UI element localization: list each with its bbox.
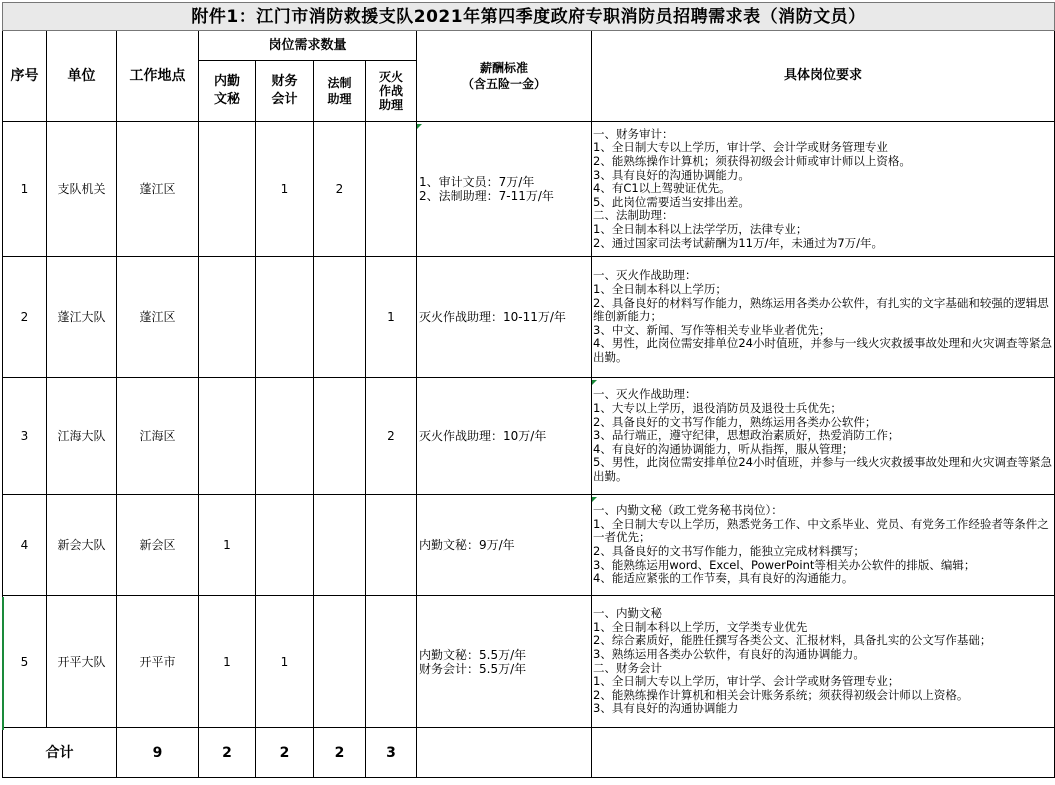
requirement-line: 5、男性，此岗位需安排单位24小时值班，并参与一线火灾救援事故处理和火灾调查等紧急出勤。	[593, 455, 1052, 483]
cell-seq[interactable]: 4	[3, 495, 47, 596]
cell-pos3[interactable]	[314, 596, 366, 728]
requirement-line: 一、内勤文秘（政工党务秘书岗位）：	[593, 503, 783, 518]
requirement-line: 4、有良好的沟通协调能力，听从指挥，服从管理；	[593, 441, 854, 456]
requirement-line: 3、具有良好的沟通协调能力	[593, 701, 739, 716]
cell-unit[interactable]: 蓬江大队	[47, 257, 117, 378]
cell-pos4[interactable]	[366, 122, 417, 257]
table-title[interactable]: 附件1：江门市消防救援支队2021年第四季度政府专职消防员招聘需求表（消防文员）	[3, 3, 1055, 31]
requirement-line: 2、能熟练操作计算机；须获得初级会计师或审计师以上资格。	[593, 154, 911, 169]
cell-pos2[interactable]	[256, 378, 314, 495]
comment-marker-icon	[417, 124, 422, 129]
cell-salary[interactable]	[417, 495, 592, 596]
cell-unit[interactable]: 开平大队	[47, 596, 117, 728]
header-pos1[interactable]: 内勤文秘	[199, 61, 256, 122]
cell-location[interactable]: 蓬江区	[117, 257, 199, 378]
requirement-line: 1、全日制本科以上法学学历，法律专业；	[593, 221, 808, 236]
requirement-line: 一、灭火作战助理：	[593, 268, 697, 283]
total-pos3[interactable]: 2	[314, 728, 366, 778]
cell-seq[interactable]: 1	[3, 122, 47, 257]
cell-location[interactable]: 蓬江区	[117, 122, 199, 257]
header-pos2[interactable]: 财务会计	[256, 61, 314, 122]
header-demand-group[interactable]: 岗位需求数量	[199, 31, 417, 61]
cell-pos1[interactable]	[199, 257, 256, 378]
requirement-line: 3、熟练运用各类办公软件，有良好的沟通协调能力。	[593, 646, 865, 661]
comment-marker-icon	[592, 380, 597, 385]
header-pos4[interactable]: 灭火作战助理	[366, 61, 417, 122]
cell-location[interactable]: 新会区	[117, 495, 199, 596]
cell-requirements[interactable]	[592, 378, 1055, 495]
header-pos3[interactable]: 法制助理	[314, 61, 366, 122]
table-row	[3, 257, 1055, 378]
requirement-line: 4、男性，此岗位需安排单位24小时值班，并参与一线火灾救援事故处理和火灾调查等紧急出勤。	[593, 336, 1052, 364]
requirement-line: 3、能熟练运用word、Excel、PowerPoint等相关办公软件的排版、编辑；	[593, 557, 976, 572]
total-salary-empty[interactable]	[417, 728, 592, 778]
recruitment-table	[2, 2, 1055, 778]
salary-line: 财务会计：5.5万/年	[419, 661, 527, 676]
header-unit[interactable]: 单位	[47, 31, 117, 122]
requirement-line: 1、全日制大专以上学历，审计学、会计学或财务管理专业；	[593, 674, 900, 689]
cell-pos2[interactable]: 1	[256, 596, 314, 728]
salary-line: 灭火作战助理：10-11万/年	[419, 310, 566, 324]
header-location[interactable]: 工作地点	[117, 31, 199, 122]
requirement-line: 1、大专以上学历，退役消防员及退役士兵优先；	[593, 401, 842, 416]
requirement-line: 3、具有良好的沟通协调能力。	[593, 167, 750, 182]
cell-seq[interactable]: 2	[3, 257, 47, 378]
cell-pos1[interactable]	[199, 378, 256, 495]
cell-pos3[interactable]	[314, 378, 366, 495]
cell-pos2[interactable]	[256, 257, 314, 378]
table-row	[3, 378, 1055, 495]
total-pos1[interactable]: 2	[199, 728, 256, 778]
cell-location[interactable]: 江海区	[117, 378, 199, 495]
cell-pos1[interactable]	[199, 122, 256, 257]
requirement-line: 3、品行端正，遵守纪律，思想政治素质好，热爱消防工作；	[593, 428, 900, 443]
header-salary-line2: （含五险一金）	[461, 77, 546, 91]
cell-salary[interactable]	[417, 378, 592, 495]
requirement-line: 2、具备良好的文书写作能力，能独立完成材料撰写；	[593, 544, 865, 558]
cell-requirements[interactable]	[592, 495, 1055, 596]
requirement-line: 1、全日制大专以上学历，熟悉党务工作、中文系毕业、党员、有党务工作经验者等条件之一者优先；	[593, 516, 1049, 545]
header-salary-line1: 薪酬标准	[479, 61, 528, 75]
cell-requirements[interactable]	[592, 596, 1055, 728]
salary-line: 灭火作战助理：10万/年	[419, 429, 547, 443]
cell-pos4[interactable]: 2	[366, 378, 417, 495]
cell-salary[interactable]	[417, 122, 592, 257]
requirement-line: 1、全日制大专以上学历，审计学、会计学或财务管理专业	[593, 140, 888, 155]
header-requirements[interactable]: 具体岗位要求	[592, 31, 1055, 122]
cell-pos1[interactable]: 1	[199, 596, 256, 728]
cell-pos3[interactable]: 2	[314, 122, 366, 257]
requirement-line: 2、具备良好的材料写作能力，熟练运用各类办公软件，有扎实的文字基础和较强的逻辑思维创新能力；	[593, 295, 1049, 324]
cell-pos4[interactable]	[366, 596, 417, 728]
requirement-line: 2、具备良好的文书写作能力，熟练运用各类办公软件；	[593, 414, 877, 429]
requirement-line: 1、全日制本科以上学历，文学类专业优先	[593, 619, 808, 634]
cell-unit[interactable]: 江海大队	[47, 378, 117, 495]
total-label[interactable]: 合计	[3, 728, 117, 778]
selection-indicator	[2, 597, 4, 730]
requirement-line: 二、法制助理：	[593, 208, 674, 223]
total-sum[interactable]: 9	[117, 728, 199, 778]
cell-salary[interactable]	[417, 257, 592, 378]
cell-pos1[interactable]: 1	[199, 495, 256, 596]
requirement-line: 一、灭火作战助理：	[593, 387, 697, 402]
salary-line: 2、法制助理：7-11万/年	[419, 189, 554, 203]
total-pos4[interactable]: 3	[366, 728, 417, 778]
cell-seq[interactable]: 3	[3, 378, 47, 495]
cell-pos3[interactable]	[314, 495, 366, 596]
requirement-line: 2、综合素质好，能胜任撰写各类公文、汇报材料，具备扎实的公文写作基础；	[593, 633, 992, 648]
cell-requirements[interactable]	[592, 122, 1055, 257]
cell-unit[interactable]: 新会大队	[47, 495, 117, 596]
cell-salary[interactable]	[417, 596, 592, 728]
requirement-line: 2、通过国家司法考试薪酬为11万/年，未通过为7万/年。	[593, 235, 884, 250]
requirement-line: 二、财务会计	[593, 660, 662, 675]
cell-unit[interactable]: 支队机关	[47, 122, 117, 257]
cell-location[interactable]: 开平市	[117, 596, 199, 728]
total-requirements-empty[interactable]	[592, 728, 1055, 778]
requirement-line: 4、能适应紧张的工作节奏，具有良好的沟通能力。	[593, 571, 854, 586]
requirement-line: 4、有C1以上驾驶证优先。	[593, 181, 731, 196]
requirement-line: 3、中文、新闻、写作等相关专业毕业者优先；	[593, 322, 831, 337]
total-row	[3, 728, 1055, 778]
cell-pos2[interactable]: 1	[256, 122, 314, 257]
requirement-line: 一、财务审计：	[593, 126, 674, 141]
header-seq[interactable]: 序号	[3, 31, 47, 122]
header-salary[interactable]	[417, 31, 592, 122]
requirement-line: 一、内勤文秘	[593, 606, 662, 621]
requirement-line: 5、此岗位需要适当安排出差。	[593, 194, 750, 209]
comment-marker-icon	[592, 497, 597, 502]
salary-line: 内勤文秘：5.5万/年	[419, 647, 527, 662]
cell-pos4[interactable]: 1	[366, 257, 417, 378]
requirement-line: 1、全日制本科以上学历；	[593, 282, 727, 297]
table-row	[3, 495, 1055, 596]
requirement-line: 2、能熟练操作计算机和相关会计账务系统；须获得初级会计师以上资格。	[593, 687, 969, 702]
salary-line: 1、审计文员：7万/年	[419, 175, 535, 189]
total-pos2[interactable]: 2	[256, 728, 314, 778]
cell-pos3[interactable]	[314, 257, 366, 378]
salary-line: 内勤文秘：9万/年	[419, 538, 515, 552]
cell-requirements[interactable]	[592, 257, 1055, 378]
table-row	[3, 122, 1055, 257]
cell-pos2[interactable]	[256, 495, 314, 596]
cell-pos4[interactable]	[366, 495, 417, 596]
table-row	[3, 596, 1055, 728]
cell-seq[interactable]: 5	[3, 596, 47, 728]
